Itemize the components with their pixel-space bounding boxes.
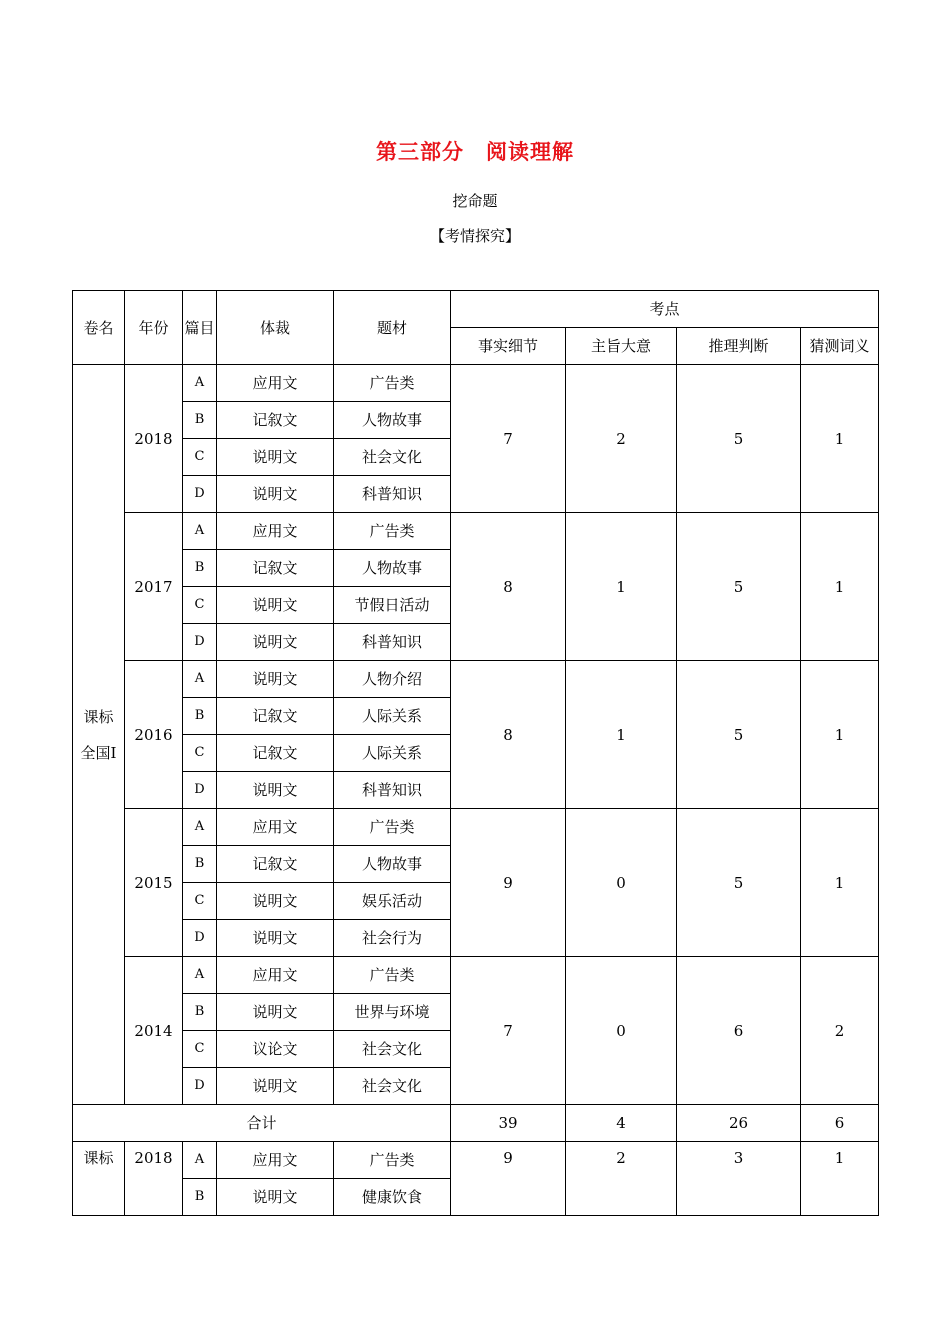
header-main-idea: 主旨大意 bbox=[566, 328, 677, 365]
paper-name-line1: 课标 bbox=[83, 707, 114, 726]
topic-cell: 广告类 bbox=[334, 809, 451, 846]
paper2-year-cell: 2018 bbox=[125, 1142, 183, 1216]
item-letter: A bbox=[183, 513, 217, 550]
topic-cell: 人物介绍 bbox=[334, 661, 451, 698]
paper-name-line2: 全国Ⅰ bbox=[80, 743, 117, 762]
paper-name-cell bbox=[73, 365, 125, 1105]
paper2-word-guessing: 1 bbox=[801, 1142, 879, 1216]
table-row bbox=[73, 809, 879, 846]
section-heading: 【考情探究】 bbox=[429, 227, 520, 245]
topic-cell: 人物故事 bbox=[334, 846, 451, 883]
total-main-idea: 4 bbox=[566, 1105, 677, 1142]
header-row bbox=[73, 291, 879, 328]
total-row bbox=[73, 1105, 879, 1142]
header-word-guessing: 猜测词义 bbox=[801, 328, 879, 365]
main-idea-count: 0 bbox=[566, 809, 677, 957]
total-fact-detail: 39 bbox=[451, 1105, 566, 1142]
year-cell: 2016 bbox=[125, 661, 183, 809]
main-idea-count: 1 bbox=[566, 513, 677, 661]
topic-cell: 科普知识 bbox=[334, 624, 451, 661]
topic-cell: 人际关系 bbox=[334, 698, 451, 735]
word-guessing-count: 2 bbox=[801, 957, 879, 1105]
genre-cell: 说明文 bbox=[217, 994, 334, 1031]
genre-cell: 说明文 bbox=[217, 661, 334, 698]
item-letter: C bbox=[183, 883, 217, 920]
item-letter: C bbox=[183, 735, 217, 772]
table-row bbox=[73, 957, 879, 994]
main-idea-count: 1 bbox=[566, 661, 677, 809]
topic-cell: 人际关系 bbox=[334, 735, 451, 772]
header-points: 考点 bbox=[451, 291, 879, 328]
topic-cell: 社会文化 bbox=[334, 439, 451, 476]
header-paper: 卷名 bbox=[73, 291, 125, 365]
fact-detail-count: 8 bbox=[451, 513, 566, 661]
genre-cell: 说明文 bbox=[217, 624, 334, 661]
year-cell: 2015 bbox=[125, 809, 183, 957]
header-item: 篇目 bbox=[183, 291, 217, 365]
genre-cell: 记叙文 bbox=[217, 698, 334, 735]
table-body bbox=[73, 291, 879, 1216]
item-letter: B bbox=[183, 846, 217, 883]
item-letter: C bbox=[183, 439, 217, 476]
topic-cell: 广告类 bbox=[334, 513, 451, 550]
page-subtitle: 挖命题 bbox=[452, 192, 498, 210]
inference-count: 5 bbox=[677, 513, 801, 661]
genre-cell: 说明文 bbox=[217, 1068, 334, 1105]
item-letter: A bbox=[183, 1142, 217, 1179]
word-guessing-count: 1 bbox=[801, 513, 879, 661]
genre-cell: 说明文 bbox=[217, 476, 334, 513]
page-title: 第三部分 阅读理解 bbox=[376, 140, 574, 164]
genre-cell: 记叙文 bbox=[217, 550, 334, 587]
main-idea-count: 0 bbox=[566, 957, 677, 1105]
item-letter: D bbox=[183, 920, 217, 957]
table-row bbox=[73, 513, 879, 550]
genre-cell: 说明文 bbox=[217, 883, 334, 920]
item-letter: B bbox=[183, 550, 217, 587]
header-year: 年份 bbox=[125, 291, 183, 365]
fact-detail-count: 7 bbox=[451, 365, 566, 513]
topic-cell: 广告类 bbox=[334, 365, 451, 402]
total-inference: 26 bbox=[677, 1105, 801, 1142]
inference-count: 6 bbox=[677, 957, 801, 1105]
item-letter: A bbox=[183, 661, 217, 698]
topic-cell: 社会文化 bbox=[334, 1031, 451, 1068]
genre-cell: 应用文 bbox=[217, 809, 334, 846]
word-guessing-count: 1 bbox=[801, 365, 879, 513]
item-letter: D bbox=[183, 772, 217, 809]
fact-detail-count: 8 bbox=[451, 661, 566, 809]
topic-cell: 节假日活动 bbox=[334, 587, 451, 624]
genre-cell: 说明文 bbox=[217, 439, 334, 476]
paper2-name-cell: 课标 bbox=[73, 1142, 125, 1216]
genre-cell: 记叙文 bbox=[217, 402, 334, 439]
item-letter: C bbox=[183, 1031, 217, 1068]
inference-count: 5 bbox=[677, 661, 801, 809]
item-letter: B bbox=[183, 698, 217, 735]
item-letter: D bbox=[183, 476, 217, 513]
table-row bbox=[73, 1142, 879, 1179]
header-inference: 推理判断 bbox=[677, 328, 801, 365]
inference-count: 5 bbox=[677, 809, 801, 957]
paper2-main-idea: 2 bbox=[566, 1142, 677, 1216]
header-fact-detail: 事实细节 bbox=[451, 328, 566, 365]
genre-cell: 说明文 bbox=[217, 587, 334, 624]
paper2-inference: 3 bbox=[677, 1142, 801, 1216]
topic-cell: 健康饮食 bbox=[334, 1179, 451, 1216]
genre-cell: 应用文 bbox=[217, 1142, 334, 1179]
header-topic: 题材 bbox=[334, 291, 451, 365]
topic-cell: 科普知识 bbox=[334, 772, 451, 809]
genre-cell: 应用文 bbox=[217, 957, 334, 994]
item-letter: B bbox=[183, 402, 217, 439]
item-letter: D bbox=[183, 1068, 217, 1105]
total-word-guessing: 6 bbox=[801, 1105, 879, 1142]
item-letter: B bbox=[183, 1179, 217, 1216]
word-guessing-count: 1 bbox=[801, 661, 879, 809]
topic-cell: 世界与环境 bbox=[334, 994, 451, 1031]
genre-cell: 说明文 bbox=[217, 1179, 334, 1216]
genre-cell: 应用文 bbox=[217, 513, 334, 550]
item-letter: B bbox=[183, 994, 217, 1031]
table-row bbox=[73, 661, 879, 698]
item-letter: A bbox=[183, 957, 217, 994]
topic-cell: 科普知识 bbox=[334, 476, 451, 513]
topic-cell: 社会行为 bbox=[334, 920, 451, 957]
header-genre: 体裁 bbox=[217, 291, 334, 365]
topic-cell: 广告类 bbox=[334, 957, 451, 994]
fact-detail-count: 7 bbox=[451, 957, 566, 1105]
genre-cell: 应用文 bbox=[217, 365, 334, 402]
genre-cell: 议论文 bbox=[217, 1031, 334, 1068]
item-letter: C bbox=[183, 587, 217, 624]
fact-detail-count: 9 bbox=[451, 809, 566, 957]
paper2-fact-detail: 9 bbox=[451, 1142, 566, 1216]
topic-cell: 社会文化 bbox=[334, 1068, 451, 1105]
topic-cell: 人物故事 bbox=[334, 550, 451, 587]
year-cell: 2017 bbox=[125, 513, 183, 661]
exam-analysis-table bbox=[72, 290, 879, 1216]
genre-cell: 记叙文 bbox=[217, 846, 334, 883]
total-label: 合计 bbox=[73, 1105, 451, 1142]
inference-count: 5 bbox=[677, 365, 801, 513]
item-letter: D bbox=[183, 624, 217, 661]
year-cell: 2018 bbox=[125, 365, 183, 513]
main-idea-count: 2 bbox=[566, 365, 677, 513]
genre-cell: 说明文 bbox=[217, 920, 334, 957]
year-cell: 2014 bbox=[125, 957, 183, 1105]
topic-cell: 广告类 bbox=[334, 1142, 451, 1179]
topic-cell: 娱乐活动 bbox=[334, 883, 451, 920]
topic-cell: 人物故事 bbox=[334, 402, 451, 439]
table-row bbox=[73, 365, 879, 402]
genre-cell: 记叙文 bbox=[217, 735, 334, 772]
genre-cell: 说明文 bbox=[217, 772, 334, 809]
item-letter: A bbox=[183, 365, 217, 402]
item-letter: A bbox=[183, 809, 217, 846]
word-guessing-count: 1 bbox=[801, 809, 879, 957]
